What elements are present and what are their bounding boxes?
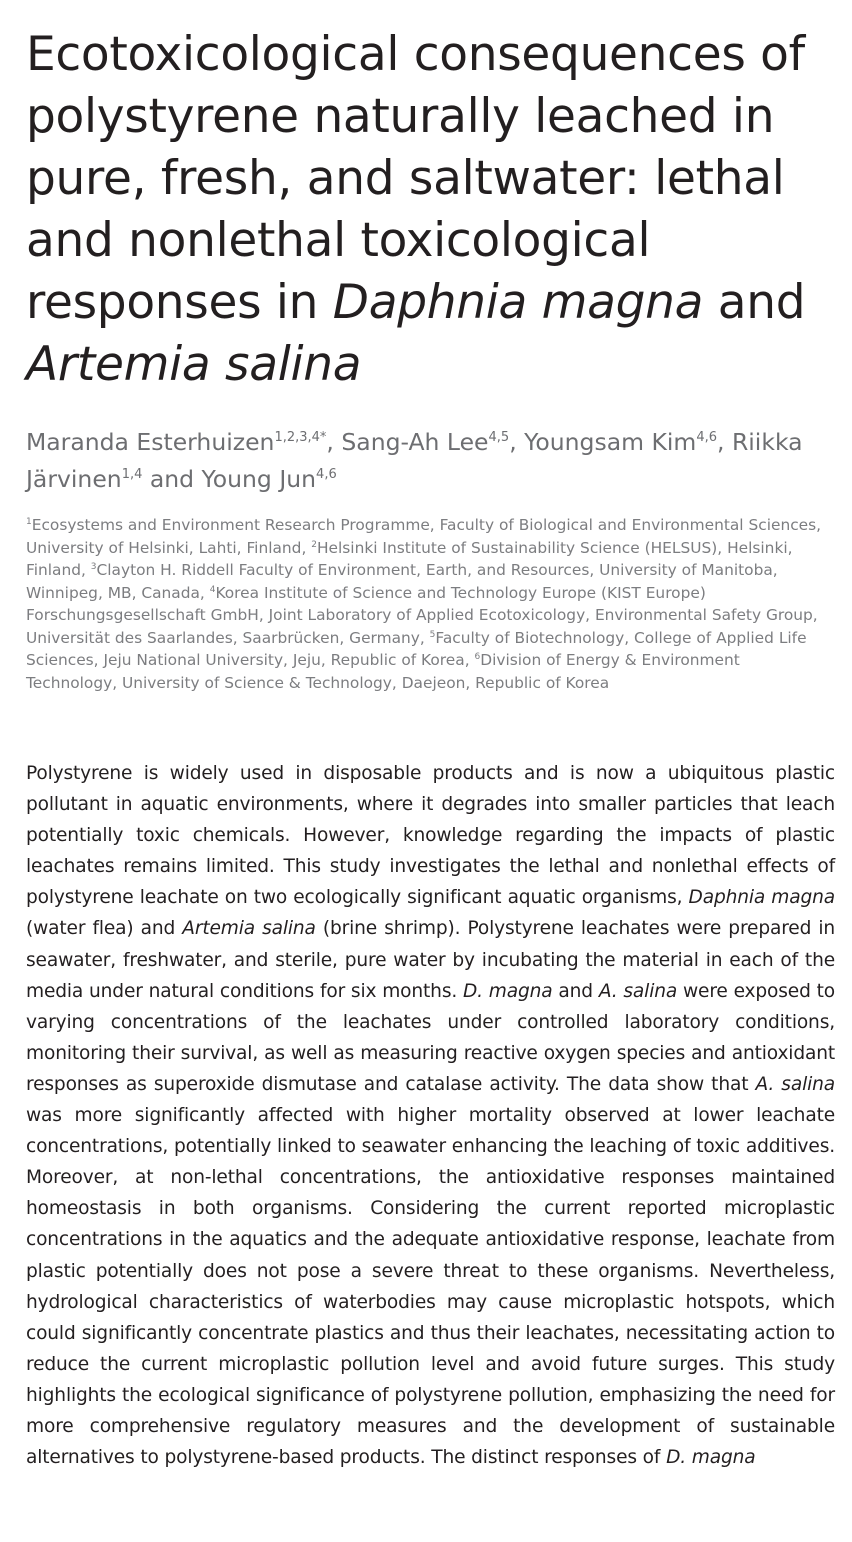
abstract-run: were exposed to varying concentrations of the leachates under controlled laboratory conditions, monitoring their survival, as well as measuring reactive oxygen species and antioxidant responses as superoxide dismutase and catalase activity. The data show that xyxy=(26,980,835,1095)
affiliation-text: Clayton H. Riddell Faculty of Environment, Earth, and Resources, University of Manitoba, Winnipeg, MB, Canada, xyxy=(26,561,778,602)
abstract-run: (brine shrimp). Polystyrene leachates were prepared in seawater, freshwater, and sterile, pure water by incubating the material in each of the media under natural conditions for six months. xyxy=(26,918,836,1002)
abstract-run: Polystyrene is widely used in disposable products and is now a ubiquitous plastic pollutant in aquatic environments, where it degrades into smaller particles that leach potentially toxic chemicals. However, knowledge regarding the impacts of plastic leachates remains limited. This study investigates the lethal and nonlethal effects of polystyrene leachate on two ecologically significant aquatic organisms, xyxy=(26,763,835,909)
article-title xyxy=(26,24,841,396)
species-name: Artemia salina xyxy=(182,918,316,940)
affiliation-text: Faculty of Biotechnology, College of Applied Life Sciences, Jeju National University, Jeju, Republic of Korea, xyxy=(26,628,807,669)
author-entry xyxy=(26,428,326,456)
affiliation-number: 2 xyxy=(311,539,317,550)
affiliation-text: Division of Energy & Environment Technology, University of Science & Technology, Daejeon, Republic of Korea xyxy=(26,651,740,692)
abstract-text xyxy=(26,758,835,1473)
abstract-run: was more significantly affected with higher mortality observed at lower leachate concentrations, potentially linked to seawater enhancing the leaching of toxic additives. Moreover, at non-lethal concentrations, the antioxidative responses maintained homeostasis in both organisms. Considering the current reported microplastic concentrations in the aquatics and the adequate antioxidative response, leachate from plastic potentially does not pose a severe threat to these organisms. Nevertheless, hydrological characteristics of waterbodies may cause microplastic hotspots, which could significantly concentrate plastics and thus their leachates, necessitating action to reduce the current microplastic pollution level and avoid future surges. This study highlights the ecological significance of polystyrene pollution, emphasizing the need for more comprehensive regulatory measures and the development of sustainable alternatives to polystyrene-based products. The distinct responses of xyxy=(26,1105,835,1469)
title-species-artemia: Artemia salina xyxy=(26,337,362,392)
affiliation-list xyxy=(26,514,826,694)
author-entry xyxy=(202,465,337,493)
abstract-run: (water flea) and xyxy=(26,918,183,940)
author-list: Maranda Esterhuizen$^{1,2,3,4*}$, Sang-Ah Lee$^{4,5}$, Youngsam Kim$^{4,6}$, Riikka Järvinen$^{1,4}$ and Young Jun$^{4,6}$ xyxy=(26,428,803,493)
abstract-run: and xyxy=(552,980,599,1002)
affiliation-number: 4 xyxy=(209,584,216,595)
species-name: Daphnia magna xyxy=(688,887,835,909)
species-name: D. magna xyxy=(463,980,553,1002)
title-and: and xyxy=(703,275,806,330)
author-name: Maranda Esterhuizen xyxy=(26,428,275,456)
affiliation-number: 5 xyxy=(429,629,436,640)
title-species-daphnia: Daphnia magna xyxy=(332,275,704,330)
species-name: A. salina xyxy=(598,980,678,1002)
author-name: Young Jun xyxy=(201,465,317,493)
affiliation-number: 1 xyxy=(26,517,32,527)
author-name: Youngsam Kim xyxy=(524,428,697,456)
affiliation-number: 6 xyxy=(474,652,481,662)
author-affiliation-numbers: 4,6 xyxy=(696,430,717,445)
species-name: A. salina xyxy=(755,1073,835,1095)
author-name: Sang-Ah Lee xyxy=(341,428,489,456)
author-affiliation-numbers: 4,5 xyxy=(488,430,510,445)
title-text: Ecotoxicological consequences of polystyrene naturally leached in pure, fresh, and saltwater: lethal and nonlethal toxicological responses in xyxy=(26,27,805,330)
author-affiliation-numbers: 1,2,3,4* xyxy=(274,430,327,445)
affiliation-text: Helsinki Institute of Sustainability Science (HELSUS), Helsinki, Finland, xyxy=(26,538,793,579)
affiliation-text: Ecosystems and Environment Research Programme, Faculty of Biological and Environmental Sciences, University of Helsinki, Lahti, Finland, xyxy=(26,516,822,557)
author-entry xyxy=(524,428,717,456)
author-name: Riikka Järvinen xyxy=(26,428,803,493)
species-name: D. magna xyxy=(666,1447,756,1469)
affiliation-text: Korea Institute of Science and Technology Europe (KIST Europe) Forschungsgesellschaft GmbH, Joint Laboratory of Applied Ecotoxicology, Environmental Safety Group, Universität des Saarlandes, Saarbrücken, Germany, xyxy=(26,583,818,647)
author-entry xyxy=(341,428,509,456)
author-affiliation-numbers: 4,6 xyxy=(316,467,337,482)
author-affiliation-numbers: 1,4 xyxy=(121,467,143,482)
affiliation-number: 3 xyxy=(90,562,97,572)
